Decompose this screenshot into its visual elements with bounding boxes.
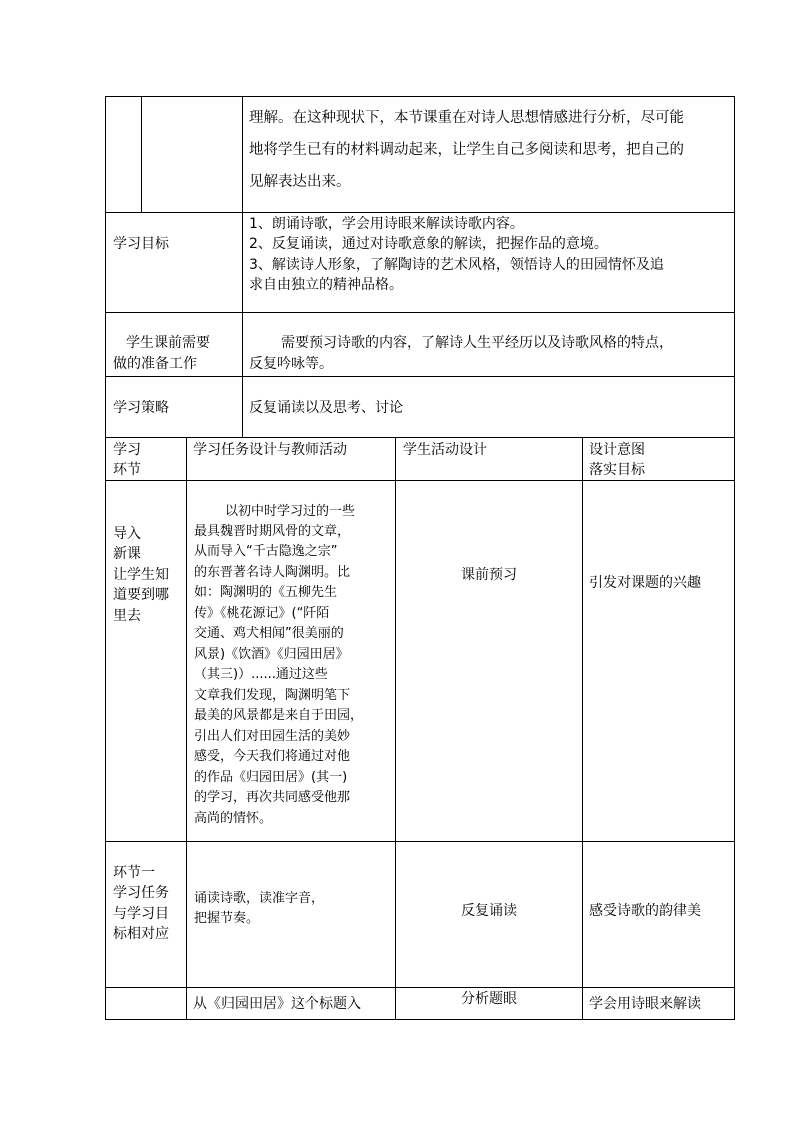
row2-intent-cell: [582, 841, 735, 988]
header-stage-line: 学习: [113, 442, 141, 458]
preparation-content-line: 反复吟咏等。: [249, 356, 333, 372]
row1-teacher-line: 从而导入“千古隐逸之宗”: [194, 544, 338, 559]
row2-student-cell: [395, 841, 583, 988]
header-stage-cell: [105, 437, 187, 481]
preparation-content-cell: [242, 312, 735, 377]
row1-teacher-line: 引出人们对田园生活的美妙: [194, 729, 351, 744]
row2-student: 反复诵读: [461, 903, 517, 919]
header-teacher-cell: [186, 437, 396, 481]
row1-student-cell: [395, 480, 583, 842]
objectives-content-cell: [242, 212, 735, 313]
strategy-content-cell: [242, 376, 735, 438]
header-intent-line: 落实目标: [589, 462, 645, 478]
row1-teacher-line: 高尚的情怀。: [194, 811, 273, 826]
row2-intent: 感受诗歌的韵律美: [589, 903, 701, 919]
header-student: 学生活动设计: [403, 442, 487, 458]
row2-stage-line: 与学习目: [113, 906, 169, 922]
header-intent-cell: [582, 437, 735, 481]
continuation-text-cell: [242, 96, 735, 213]
preparation-label-line: 做的准备工作: [113, 356, 197, 372]
header-stage-line: 环节: [113, 462, 141, 478]
row3-intent: 学会用诗眼来解读: [589, 996, 701, 1012]
header-intent-line: 设计意图: [589, 442, 645, 458]
row2-teacher-line: 把握节奏。: [194, 911, 260, 926]
row1-teacher-line: 感受，今天我们将通过对他: [194, 749, 351, 764]
row1-stage-line: 新课: [113, 546, 141, 562]
objectives-label-cell: [105, 212, 243, 313]
row1-stage-line: 导入: [113, 526, 141, 542]
row1-teacher-line: 风景)《饮酒》《归园田居》: [194, 647, 349, 662]
row1-teacher-line: 传》《桃花源记》(“阡陌: [194, 606, 330, 621]
row2-teacher-cell: [186, 841, 396, 988]
header-teacher: 学习任务设计与教师活动: [193, 442, 347, 458]
continuation-cell-blank-2: [141, 96, 243, 213]
strategy-label: 学习策略: [113, 400, 169, 416]
continuation-line: 理解。在这种现状下，本节课重在对诗人思想情感进行分析，尽可能: [249, 110, 684, 126]
row1-teacher-line: 的东晋著名诗人陶渊明。比: [194, 565, 351, 580]
continuation-line: 地将学生已有的材料调动起来，让学生自己多阅读和思考，把自己的: [249, 142, 684, 158]
row3-student: 分析题眼: [461, 991, 517, 1007]
row1-teacher-line: 的学习，再次共同感受他那: [194, 790, 351, 805]
row1-stage-line: 里去: [113, 608, 141, 624]
continuation-line: 见解表达出来。: [249, 174, 351, 190]
row2-stage-cell: [105, 841, 187, 988]
header-student-cell: [395, 437, 583, 481]
row2-stage-line: 环节一: [113, 865, 155, 881]
row1-teacher-line: （其三)）......通过这些: [194, 667, 328, 682]
preparation-label-line: 学生课前需要: [126, 335, 210, 351]
preparation-label-cell: [105, 312, 243, 377]
objectives-label: 学习目标: [113, 236, 169, 252]
row3-teacher-cell: [186, 987, 396, 1020]
objective-item: 求自由独立的精神品格。: [249, 277, 403, 293]
preparation-content-line: 需要预习诗歌的内容，了解诗人生平经历以及诗歌风格的特点，: [281, 335, 673, 351]
row1-stage-line: 让学生知: [113, 567, 169, 583]
row1-stage-line: 道要到哪: [113, 587, 169, 603]
row1-teacher-cell: [186, 480, 396, 842]
row1-teacher-line: 文章我们发现，陶渊明笔下: [194, 688, 351, 703]
row1-student: 课前预习: [461, 567, 517, 583]
row3-teacher-line: 从《归园田居》这个标题入: [193, 996, 361, 1012]
row1-stage-cell: [105, 480, 187, 842]
row1-teacher-line: 最美的风景都是来自于田园，: [194, 708, 364, 723]
objective-item: 1、朗诵诗歌，学会用诗眼来解读诗歌内容。: [249, 216, 524, 232]
row3-intent-cell: [582, 987, 735, 1020]
continuation-cell-blank-1: [105, 96, 142, 213]
row2-stage-line: 标相对应: [113, 926, 169, 942]
row2-teacher-line: 诵读诗歌，读准字音，: [194, 891, 325, 906]
row1-teacher-line: 以初中时学习过的一些: [225, 504, 356, 519]
objective-item: 2、反复诵读，通过对诗歌意象的解读，把握作品的意境。: [249, 236, 608, 252]
row1-intent-cell: [582, 480, 735, 842]
row2-stage-line: 学习任务: [113, 885, 169, 901]
row1-teacher-line: 如：陶渊明的《五柳先生: [194, 585, 338, 600]
strategy-content: 反复诵读以及思考、讨论: [249, 400, 403, 416]
row1-teacher-line: 的作品《归园田居》(其一): [194, 770, 348, 785]
objective-item: 3、解读诗人形象，了解陶诗的艺术风格，领悟诗人的田园情怀及追: [249, 257, 664, 273]
row3-stage-cell: [105, 987, 187, 1020]
row1-teacher-line: 最具魏晋时期风骨的文章，: [194, 524, 351, 539]
row1-intent: 引发对课题的兴趣: [589, 575, 701, 591]
strategy-label-cell: [105, 376, 243, 438]
row3-student-cell: [395, 987, 583, 1020]
row1-teacher-line: 交通、鸡犬相闻”很美丽的: [194, 626, 344, 641]
